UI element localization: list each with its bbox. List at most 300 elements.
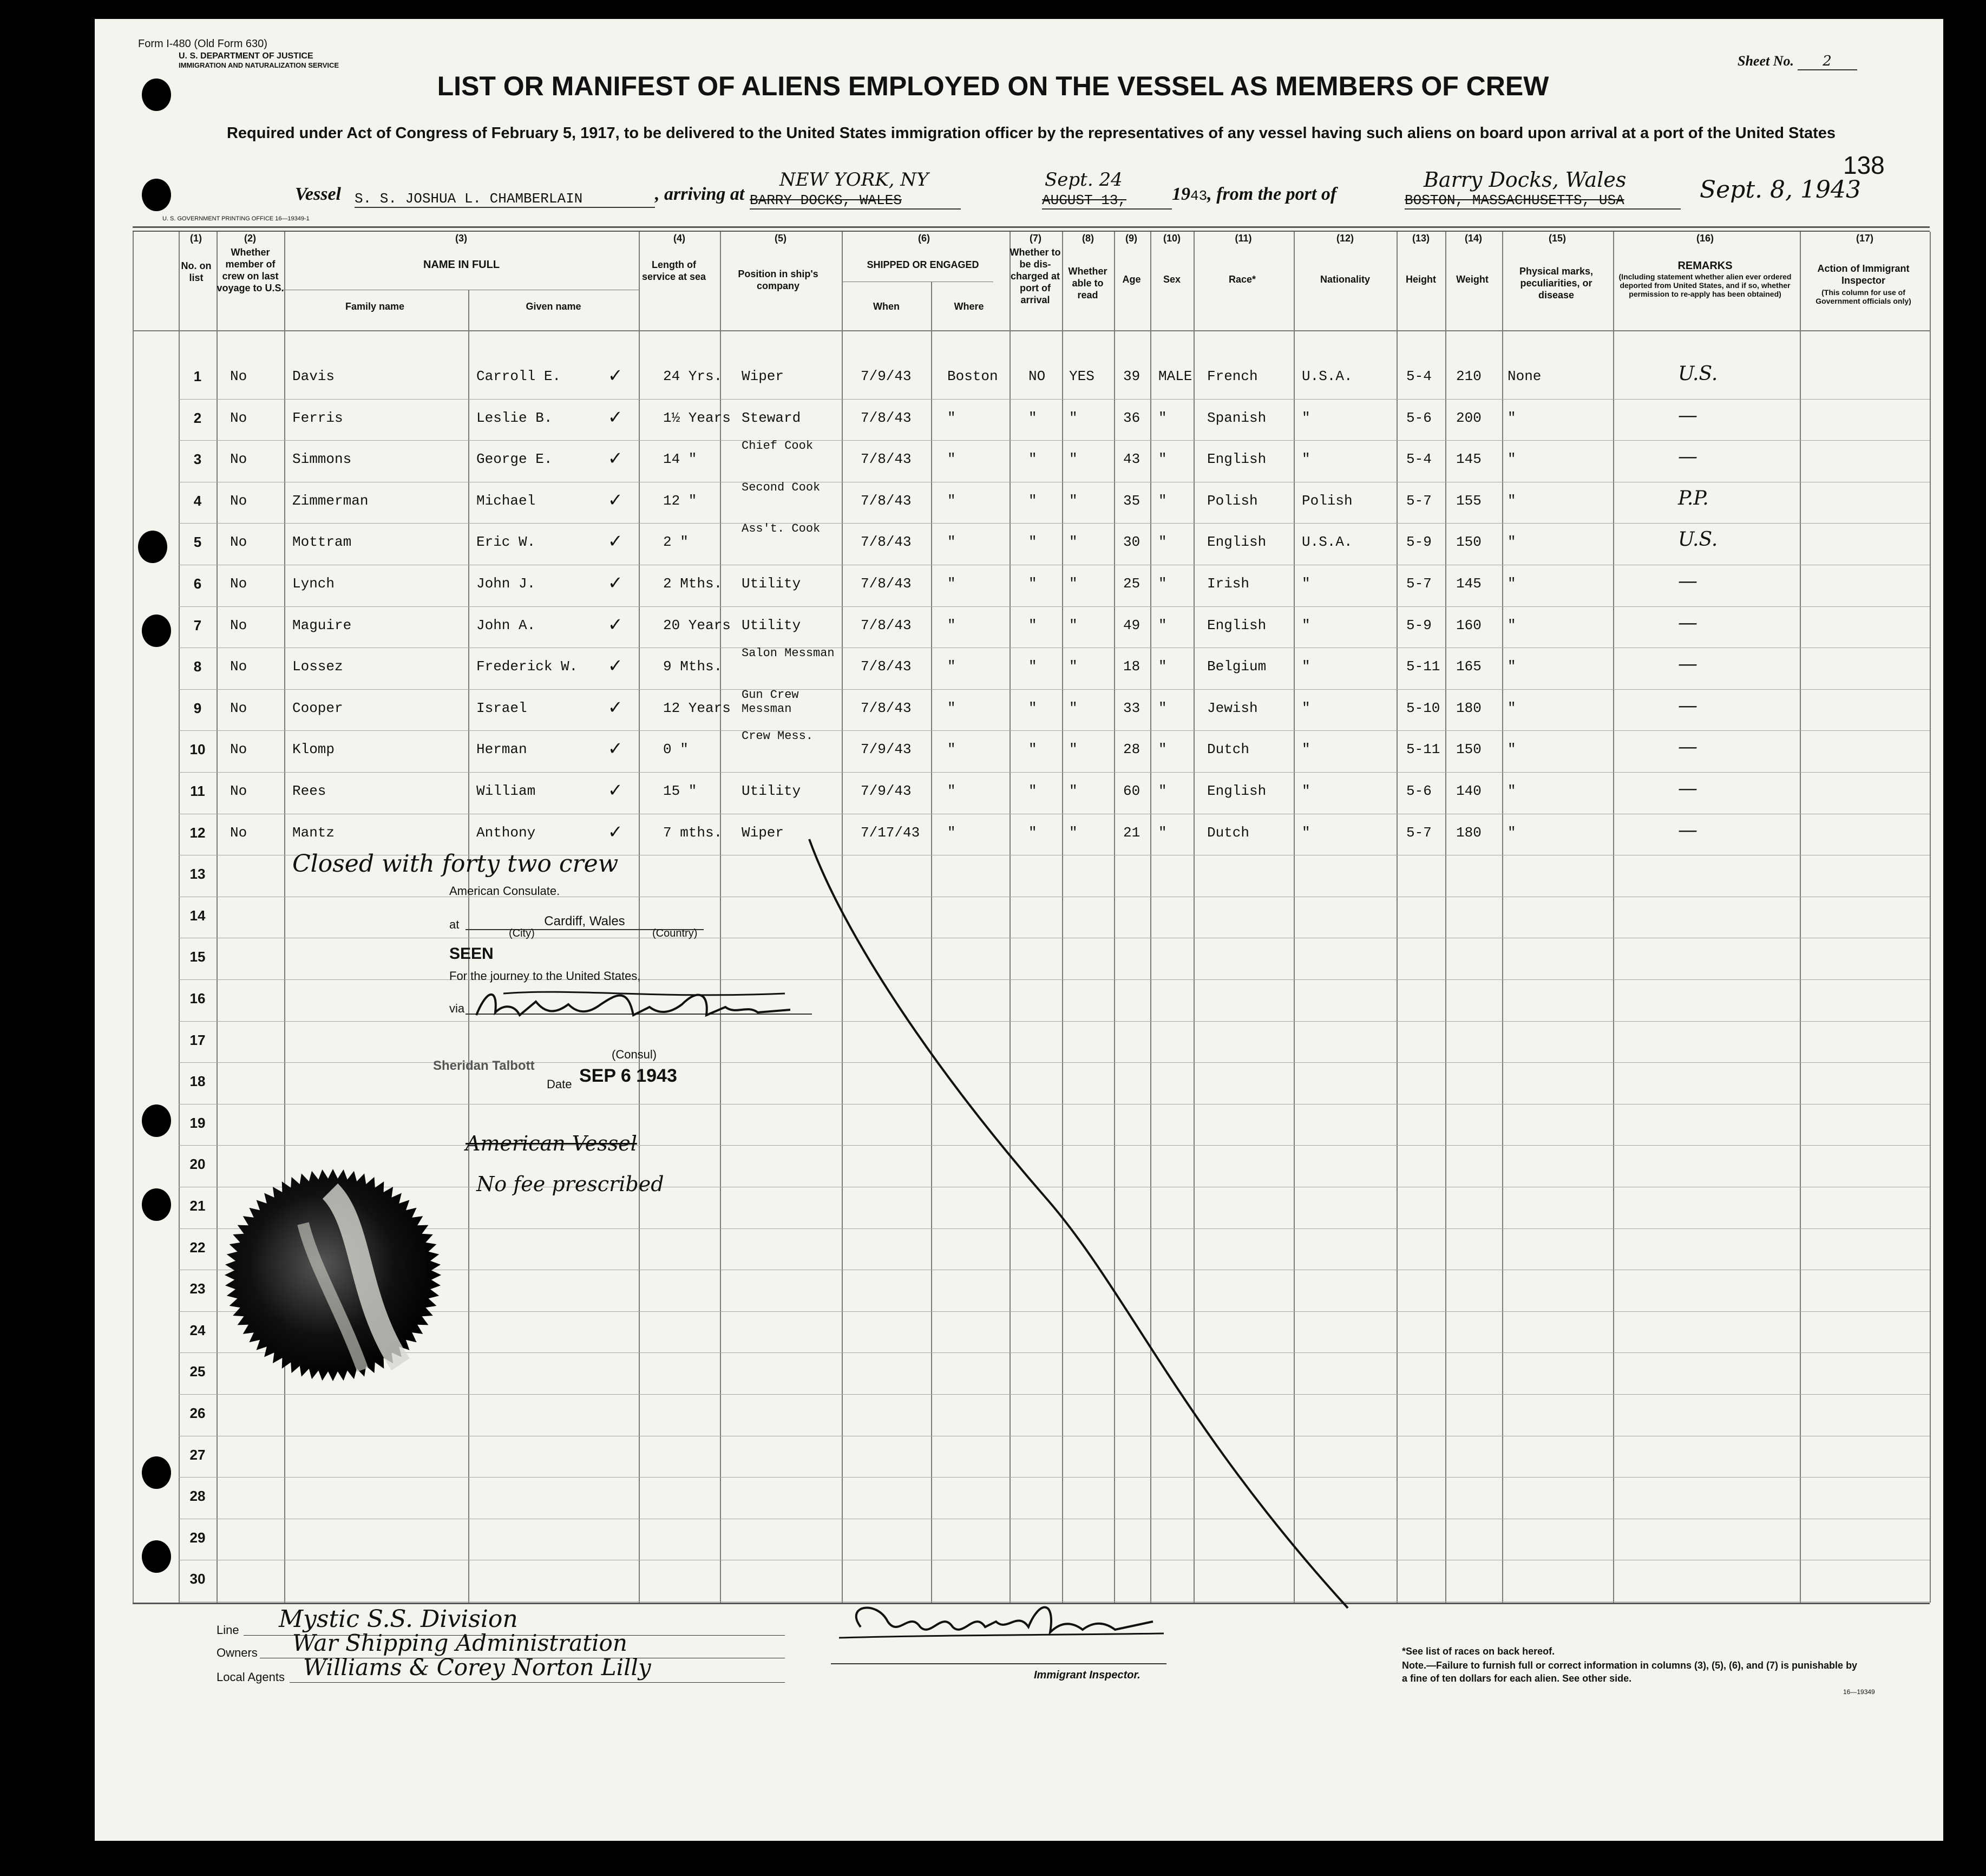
- cell-physical: ": [1507, 576, 1516, 592]
- row-number: 21: [189, 1198, 206, 1214]
- check-mark-icon: ✓: [609, 365, 621, 388]
- form-code: 16—19349: [1843, 1688, 1875, 1696]
- cell-where: ": [947, 783, 956, 799]
- header-remarks-note: (Including statement whether alien ever ordered deported from United States, and if so, whether permission to re-apply has been obtained): [1618, 272, 1792, 298]
- cell-nationality: ": [1302, 658, 1310, 675]
- row-number: 29: [189, 1529, 206, 1546]
- cell-where: ": [947, 451, 956, 468]
- cell-height: 5-6: [1406, 409, 1432, 426]
- cell-member: No: [230, 783, 247, 799]
- cell-nationality: ": [1302, 617, 1310, 633]
- from-port-handwritten: Barry Docks, Wales: [1424, 168, 1627, 192]
- cell-sex: ": [1158, 534, 1167, 551]
- owners-value: War Shipping Administration: [292, 1630, 627, 1656]
- row-number: 17: [189, 1031, 206, 1048]
- cell-read: ": [1069, 576, 1078, 592]
- sheet-number: 2: [1798, 53, 1857, 70]
- column-line: [1502, 232, 1503, 1603]
- cell-position: Wiper: [742, 824, 784, 841]
- cell-sex: ": [1158, 658, 1167, 675]
- row-number: 10: [189, 741, 206, 758]
- punch-hole: [142, 1456, 171, 1489]
- embossed-seal: [222, 1159, 466, 1397]
- cell-age: 43: [1123, 451, 1141, 468]
- row-line: [179, 399, 1930, 400]
- punch-hole: [142, 1104, 171, 1137]
- cell-remarks: U.S.: [1678, 528, 1718, 551]
- cell-nationality: ": [1302, 409, 1310, 426]
- arriving-label: , arriving at: [655, 184, 745, 204]
- cell-nationality: Polish: [1302, 492, 1353, 509]
- row-number: 13: [189, 866, 206, 883]
- cell-remarks: —: [1678, 611, 1697, 634]
- cell-member: No: [230, 700, 247, 716]
- row-number: 26: [189, 1405, 206, 1421]
- cell-where: Boston: [947, 368, 998, 384]
- cell-age: 28: [1123, 741, 1141, 758]
- cell-height: 5-9: [1406, 534, 1432, 551]
- cell-service: 9 Mths.: [663, 658, 723, 675]
- cell-remarks: —: [1678, 446, 1697, 468]
- cell-weight: 210: [1456, 368, 1482, 384]
- row-number: 16: [189, 990, 206, 1006]
- header-weight: Weight: [1456, 274, 1489, 285]
- header-member-last-voyage: Whether member of crew on last voyage to U.S.: [217, 247, 284, 293]
- cell-remarks: U.S.: [1678, 363, 1718, 385]
- cell-race: Spanish: [1207, 409, 1267, 426]
- cell-read: ": [1069, 741, 1078, 758]
- cell-when: 7/8/43: [861, 451, 912, 468]
- row-number: 25: [189, 1363, 206, 1380]
- check-mark-icon: ✓: [609, 780, 621, 803]
- cell-sex: ": [1158, 617, 1167, 633]
- cell-where: ": [947, 617, 956, 633]
- row-number: 4: [193, 492, 202, 509]
- cell-height: 5-6: [1406, 783, 1432, 799]
- cell-age: 35: [1123, 492, 1141, 509]
- cell-nationality: ": [1302, 451, 1310, 468]
- check-mark-icon: ✓: [609, 406, 621, 430]
- cell-where: ": [947, 658, 956, 675]
- cell-physical: ": [1507, 409, 1516, 426]
- cell-position: Ass't. Cook: [742, 522, 821, 536]
- table-top-rule: [133, 231, 1930, 232]
- cell-discharged: ": [1028, 617, 1037, 633]
- cell-service: 7 mths.: [663, 824, 723, 841]
- cell-position: Steward: [742, 409, 801, 426]
- header-given-name: Given name: [526, 301, 581, 312]
- cell-member: No: [230, 451, 247, 468]
- header-remarks: REMARKS: [1677, 260, 1733, 272]
- column-number: (8): [1082, 233, 1094, 244]
- cell-age: 30: [1123, 534, 1141, 551]
- cell-height: 5-10: [1406, 700, 1440, 716]
- cell-where: ": [947, 534, 956, 551]
- arriving-port-handwritten: NEW YORK, NY: [779, 169, 929, 191]
- row-number: 5: [193, 534, 202, 551]
- cell-race: Dutch: [1207, 824, 1250, 841]
- row-line: [179, 523, 1930, 524]
- row-number: 22: [189, 1239, 206, 1256]
- cell-given: Carroll E.: [476, 368, 561, 384]
- cell-age: 39: [1123, 368, 1141, 384]
- column-number: (3): [455, 233, 467, 244]
- cell-physical: ": [1507, 617, 1516, 633]
- cell-discharged: ": [1028, 824, 1037, 841]
- row-number: 3: [193, 451, 202, 468]
- row-line: [179, 730, 1930, 731]
- cell-family: Zimmerman: [292, 492, 369, 509]
- cell-service: 20 Years: [663, 617, 731, 633]
- row-line: [179, 606, 1930, 607]
- cell-race: Irish: [1207, 576, 1250, 592]
- note-text: —Failure to furnish full or correct information in columns (3), (5), (6), and (7) is punishable by a fine of ten dollars for each alien. See other side.: [1402, 1660, 1858, 1684]
- cell-age: 36: [1123, 409, 1141, 426]
- table-top-rule: [133, 226, 1930, 228]
- row-number: 20: [189, 1156, 206, 1173]
- date-label: Date: [547, 1077, 572, 1091]
- header-no-on-list: No. on list: [181, 260, 212, 283]
- cell-given: Leslie B.: [476, 409, 553, 426]
- header-action-note: (This column for use of Government officials only): [1815, 288, 1911, 305]
- header-height: Height: [1406, 274, 1436, 285]
- row-line: [179, 689, 1930, 690]
- header-bottom-rule: [133, 330, 1930, 331]
- seen-stamp: SEEN: [449, 945, 494, 963]
- cell-discharged: ": [1028, 576, 1037, 592]
- header-age: Age: [1122, 274, 1141, 285]
- cell-read: ": [1069, 824, 1078, 841]
- arrival-date-typed: AUGUST 13,: [1042, 192, 1172, 210]
- cell-race: English: [1207, 617, 1267, 633]
- cell-race: Jewish: [1207, 700, 1258, 716]
- inspector-label: Immigrant Inspector.: [1034, 1669, 1141, 1681]
- cell-remarks: P.P.: [1678, 487, 1709, 509]
- cell-discharged: ": [1028, 409, 1037, 426]
- cell-sex: ": [1158, 576, 1167, 592]
- header-sex: Sex: [1163, 274, 1181, 285]
- cell-family: Rees: [292, 783, 326, 799]
- vessel-name: S. S. JOSHUA L. CHAMBERLAIN: [355, 191, 655, 208]
- column-number: (12): [1336, 233, 1354, 244]
- punch-hole: [142, 1540, 171, 1573]
- cell-physical: ": [1507, 658, 1516, 675]
- from-label: , from the port of: [1207, 184, 1337, 204]
- cell-service: 15 ": [663, 783, 697, 799]
- cell-read: ": [1069, 492, 1078, 509]
- column-number: (1): [190, 233, 202, 244]
- column-number: (16): [1696, 233, 1714, 244]
- cell-service: 0 ": [663, 741, 689, 758]
- row-number: 15: [189, 949, 206, 965]
- column-line: [1800, 232, 1801, 1603]
- column-number: (6): [918, 233, 930, 244]
- cell-when: 7/8/43: [861, 492, 912, 509]
- cell-age: 60: [1123, 783, 1141, 799]
- cell-position: Crew Mess.: [742, 729, 814, 743]
- column-number: (9): [1125, 233, 1137, 244]
- punch-hole: [142, 179, 171, 211]
- cell-where: ": [947, 576, 956, 592]
- country-label: (Country): [652, 927, 698, 939]
- cell-race: English: [1207, 534, 1267, 551]
- cell-height: 5-7: [1406, 824, 1432, 841]
- cell-height: 5-7: [1406, 492, 1432, 509]
- cell-where: ": [947, 700, 956, 716]
- year-label: 19: [1172, 184, 1190, 204]
- row-number: 2: [193, 409, 202, 426]
- cell-age: 33: [1123, 700, 1141, 716]
- cell-age: 18: [1123, 658, 1141, 675]
- consul-name: Sheridan Talbott: [433, 1058, 535, 1073]
- agents-value: Williams & Corey Norton Lilly: [303, 1654, 651, 1681]
- cell-height: 5-11: [1406, 741, 1440, 758]
- cell-given: Michael: [476, 492, 536, 509]
- cell-weight: 145: [1456, 576, 1482, 592]
- cell-physical: ": [1507, 824, 1516, 841]
- cell-nationality: ": [1302, 783, 1310, 799]
- cell-member: No: [230, 617, 247, 633]
- row-number: 1: [193, 368, 202, 384]
- cell-when: 7/17/43: [861, 824, 920, 841]
- consul-label: (Consul): [612, 1048, 657, 1061]
- cell-given: Frederick W.: [476, 658, 578, 675]
- cell-physical: ": [1507, 451, 1516, 468]
- header-nationality: Nationality: [1320, 274, 1370, 285]
- cell-service: 14 ": [663, 451, 697, 468]
- cell-weight: 140: [1456, 783, 1482, 799]
- cell-discharged: ": [1028, 783, 1037, 799]
- cell-position: Utility: [742, 783, 801, 799]
- cell-when: 7/8/43: [861, 700, 912, 716]
- row-number: 27: [189, 1446, 206, 1463]
- column-number: (15): [1548, 233, 1566, 244]
- header-name-in-full: NAME IN FULL: [423, 259, 500, 271]
- cell-family: Mottram: [292, 534, 352, 551]
- row-number: 18: [189, 1073, 206, 1090]
- cell-when: 7/8/43: [861, 658, 912, 675]
- cell-physical: ": [1507, 700, 1516, 716]
- cell-service: 2 Mths.: [663, 576, 723, 592]
- cell-physical: None: [1507, 368, 1542, 384]
- cell-nationality: ": [1302, 824, 1310, 841]
- cell-height: 5-4: [1406, 451, 1432, 468]
- cell-remarks: —: [1678, 736, 1697, 759]
- at-label: at: [449, 918, 460, 931]
- cell-given: George E.: [476, 451, 553, 468]
- column-line: [217, 232, 218, 1603]
- cell-nationality: ": [1302, 576, 1310, 592]
- cell-read: ": [1069, 783, 1078, 799]
- cell-family: Maguire: [292, 617, 352, 633]
- column-number: (5): [775, 233, 786, 244]
- cell-age: 25: [1123, 576, 1141, 592]
- cell-weight: 155: [1456, 492, 1482, 509]
- cell-family: Simmons: [292, 451, 352, 468]
- cell-service: 12 Years: [663, 700, 731, 716]
- cell-family: Mantz: [292, 824, 335, 841]
- sheet-label: Sheet No.: [1738, 53, 1794, 69]
- cell-member: No: [230, 576, 247, 592]
- column-line: [133, 232, 134, 1603]
- cell-position: Utility: [742, 617, 801, 633]
- header-able-read: Whether able to read: [1068, 266, 1107, 300]
- check-mark-icon: ✓: [609, 655, 621, 679]
- departure-date-handwritten: Sept. 8, 1943: [1700, 176, 1861, 204]
- cell-given: Eric W.: [476, 534, 536, 551]
- cell-where: ": [947, 409, 956, 426]
- cell-member: No: [230, 741, 247, 758]
- cell-sex: ": [1158, 700, 1167, 716]
- arrival-date-handwritten: Sept. 24: [1045, 169, 1123, 191]
- check-mark-icon: ✓: [609, 613, 621, 637]
- cell-weight: 160: [1456, 617, 1482, 633]
- check-mark-icon: ✓: [609, 572, 621, 596]
- header-discharged: Whether to be dis-charged at port of arrival: [1010, 247, 1061, 305]
- line-label: Line: [217, 1623, 239, 1637]
- cell-remarks: —: [1678, 694, 1697, 717]
- cell-when: 7/9/43: [861, 368, 912, 384]
- cell-position: Chief Cook: [742, 439, 814, 453]
- column-number: (17): [1856, 233, 1873, 244]
- cell-member: No: [230, 409, 247, 426]
- cell-sex: ": [1158, 451, 1167, 468]
- column-number: (4): [673, 233, 685, 244]
- inspector-line: [831, 1663, 1166, 1664]
- cell-physical: ": [1507, 783, 1516, 799]
- cell-height: 5-11: [1406, 658, 1440, 675]
- printing-office: U. S. GOVERNMENT PRINTING OFFICE 16—19349-1: [162, 215, 310, 222]
- cell-member: No: [230, 368, 247, 384]
- cell-family: Ferris: [292, 409, 343, 426]
- punch-hole: [142, 1188, 171, 1221]
- header-action-inspector: Action of Immigrant Inspector: [1817, 263, 1910, 286]
- cancel-line: [801, 828, 1359, 1619]
- cell-discharged: ": [1028, 658, 1037, 675]
- column-line: [1613, 232, 1614, 1603]
- cell-race: English: [1207, 783, 1267, 799]
- department-name: U. S. DEPARTMENT OF JUSTICE: [179, 51, 313, 61]
- cell-read: ": [1069, 617, 1078, 633]
- year-suffix: 43: [1190, 188, 1208, 204]
- cell-race: English: [1207, 451, 1267, 468]
- inspector-signature: [828, 1589, 1175, 1654]
- cell-sex: ": [1158, 492, 1167, 509]
- cell-sex: ": [1158, 409, 1167, 426]
- cell-given: Anthony: [476, 824, 536, 841]
- cell-position: Second Cook: [742, 480, 821, 494]
- row-line: [179, 772, 1930, 773]
- header-family-name: Family name: [345, 301, 405, 312]
- cell-member: No: [230, 824, 247, 841]
- column-line: [284, 232, 285, 1603]
- agents-underline: [290, 1682, 785, 1683]
- cell-read: YES: [1069, 368, 1094, 384]
- cell-sex: ": [1158, 783, 1167, 799]
- column-line: [1445, 232, 1446, 1603]
- cell-discharged: ": [1028, 451, 1037, 468]
- row-number: 6: [193, 576, 202, 592]
- consulate-label: American Consulate.: [449, 884, 560, 898]
- from-port-typed: BOSTON, MASSACHUSETTS, USA: [1405, 192, 1681, 210]
- row-number: 12: [189, 824, 206, 841]
- cell-when: 7/8/43: [861, 409, 912, 426]
- cell-discharged: NO: [1028, 368, 1046, 384]
- closed-note: Closed with forty two crew: [292, 850, 619, 878]
- cell-race: Polish: [1207, 492, 1258, 509]
- cell-family: Lynch: [292, 576, 335, 592]
- check-mark-icon: ✓: [609, 738, 621, 762]
- cell-read: ": [1069, 700, 1078, 716]
- cell-where: ": [947, 824, 956, 841]
- consulate-city: Cardiff, Wales: [466, 914, 704, 930]
- column-line: [720, 232, 721, 1603]
- cell-family: Cooper: [292, 700, 343, 716]
- column-line: [1397, 232, 1398, 1603]
- cell-family: Lossez: [292, 658, 343, 675]
- cell-sex: ": [1158, 824, 1167, 841]
- via-label: via: [449, 1002, 465, 1015]
- cell-physical: ": [1507, 492, 1516, 509]
- cell-discharged: ": [1028, 492, 1037, 509]
- cell-when: 7/9/43: [861, 783, 912, 799]
- column-line: [1930, 232, 1931, 1603]
- cell-discharged: ": [1028, 700, 1037, 716]
- manifest-title: LIST OR MANIFEST OF ALIENS EMPLOYED ON THE VESSEL AS MEMBERS OF CREW: [437, 71, 1549, 101]
- row-number: 24: [189, 1322, 206, 1338]
- header-physical-marks: Physical marks, peculiarities, or disease: [1519, 266, 1594, 300]
- vessel-note: American Vessel: [466, 1132, 637, 1155]
- cell-service: 2 ": [663, 534, 689, 551]
- check-mark-icon: ✓: [609, 489, 621, 513]
- row-number: 9: [193, 700, 202, 716]
- cell-race: Belgium: [1207, 658, 1267, 675]
- cell-when: 7/8/43: [861, 576, 912, 592]
- column-number: (14): [1464, 233, 1482, 244]
- cell-position: Gun Crew Messman: [742, 688, 799, 716]
- cell-remarks: —: [1678, 819, 1697, 841]
- cell-race: Dutch: [1207, 741, 1250, 758]
- cell-race: French: [1207, 368, 1258, 384]
- header-length-service: Length of service at sea: [641, 259, 706, 282]
- row-number: 19: [189, 1114, 206, 1131]
- cell-height: 5-9: [1406, 617, 1432, 633]
- cell-remarks: —: [1678, 404, 1697, 427]
- header-when: When: [873, 301, 900, 312]
- arriving-port-typed: BARRY DOCKS, WALES: [750, 192, 961, 210]
- cell-when: 7/9/43: [861, 741, 912, 758]
- cell-member: No: [230, 534, 247, 551]
- cell-weight: 180: [1456, 700, 1482, 716]
- check-mark-icon: ✓: [609, 696, 621, 720]
- cell-weight: 180: [1456, 824, 1482, 841]
- cell-where: ": [947, 741, 956, 758]
- vessel-label: Vessel: [295, 184, 341, 204]
- check-mark-icon: ✓: [609, 531, 621, 554]
- cell-position: Utility: [742, 576, 801, 592]
- header-shipped-engaged: SHIPPED OR ENGAGED: [867, 259, 979, 270]
- manifest-subtitle: Required under Act of Congress of February 5, 1917, to be delivered to the United States immigration officer by the representatives of any vessel having such aliens on board upon arrival at a port of the United States: [226, 125, 1836, 142]
- row-number: 14: [189, 907, 206, 924]
- cell-read: ": [1069, 534, 1078, 551]
- cell-height: 5-4: [1406, 368, 1432, 384]
- cell-sex: MALE: [1158, 368, 1192, 384]
- cell-given: Israel: [476, 700, 527, 716]
- cell-when: 7/8/43: [861, 534, 912, 551]
- cell-nationality: ": [1302, 741, 1310, 758]
- column-number: (7): [1030, 233, 1041, 244]
- cell-given: William: [476, 783, 536, 799]
